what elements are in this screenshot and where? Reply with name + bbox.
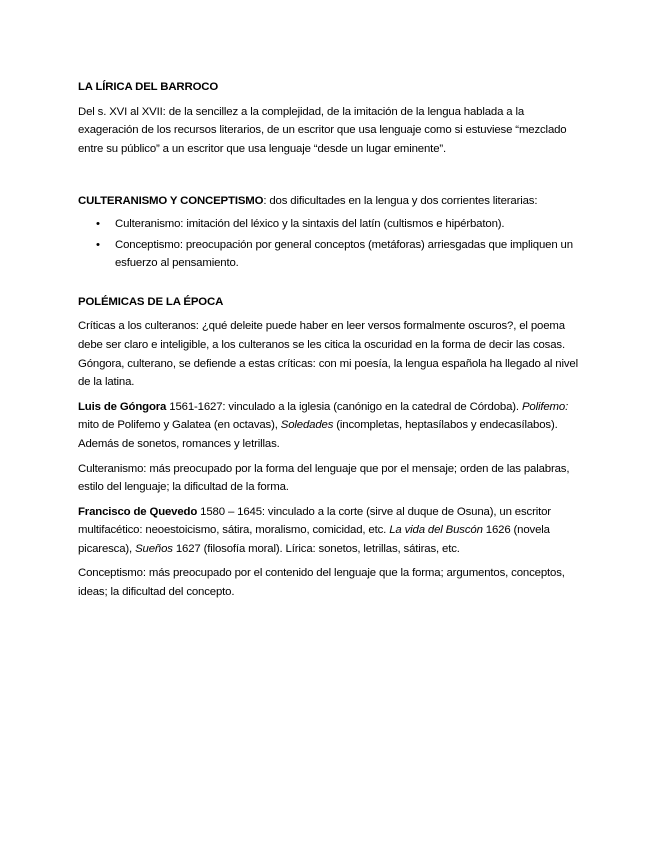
gongora-text-1: 1561-1627: vinculado a la iglesia (canónigo en la catedral de Córdoba). bbox=[166, 400, 522, 413]
bullet-icon: • bbox=[96, 217, 100, 230]
paragraph-culteranismo-conceptismo bbox=[78, 192, 578, 211]
list-item-text: Conceptismo: preocupación por general conceptos (metáforas) arriesgadas que impliquen un esfuerzo al pensamiento. bbox=[115, 238, 573, 270]
work-title-suenos: Sueños bbox=[135, 542, 173, 555]
paragraph-quevedo bbox=[78, 503, 578, 559]
section-title-polemicas: POLÉMICAS DE LA ÉPOCA bbox=[78, 295, 224, 308]
quevedo-text-1: 1580 – 1645: vinculado a la corte (sirve al duque de Osuna), un escritor multifacético: neoestoicismo, sátira, moralismo, comicidad, etc. bbox=[78, 505, 551, 537]
list-item-text: Culteranismo: imitación del léxico y la sintaxis del latín (cultismos e hipérbaton). bbox=[115, 217, 505, 230]
work-title-soledades: Soledades bbox=[280, 419, 334, 432]
list-item bbox=[78, 215, 578, 234]
author-name-gongora: Luis de Góngora bbox=[78, 400, 167, 413]
paragraph-gongora bbox=[78, 398, 578, 454]
section-title-culteranismo-conceptismo: CULTERANISMO Y CONCEPTISMO bbox=[78, 195, 264, 208]
bullet-list bbox=[78, 215, 578, 273]
quevedo-text-2: 1626 (novela picaresca), bbox=[78, 524, 550, 555]
gongora-text-2: mito de Polifemo y Galatea (en octavas), bbox=[78, 419, 281, 432]
bullet-icon: • bbox=[96, 238, 100, 251]
paragraph-intro: Del s. XVI al XVII: de la sencillez a la complejidad, de la imitación de la lengua hablada a la exageración de los recursos literarios, de un escritor que usa lenguaje como si estuviese “mezclado entre su público” a un escritor que usa lenguaje “desde un lugar eminente”. bbox=[78, 105, 567, 155]
paragraph-conceptismo-def: Conceptismo: más preocupado por el contenido del lenguaje que la forma; argumentos, conceptos, ideas; la dificultad del concepto. bbox=[78, 567, 565, 599]
document-page bbox=[78, 78, 578, 602]
work-title-polifemo: Polifemo: bbox=[521, 400, 569, 413]
paragraph-criticas: Críticas a los culteranos: ¿qué deleite puede haber en leer versos formalmente oscuros?, el poema debe ser claro e inteligible, a los culteranos se les citica la oscuridad en la forma de decir las cosas. Góngora, culterano, se defiende a estas críticas: con mi poesía, la lengua española ha llegado al nivel de la latina. bbox=[78, 320, 578, 389]
paragraph-culteranismo-def: Culteranismo: más preocupado por la forma del lenguaje que por el mensaje; orden de las palabras, estilo del lenguaje; la dificultad de la forma. bbox=[78, 462, 570, 494]
work-title-buscon: La vida del Buscón bbox=[389, 524, 483, 537]
gongora-text-3: (incompletas, heptasílabos y endecasílabos). Además de sonetos, romances y letrillas. bbox=[78, 419, 558, 450]
section-title-lirica-barroco: LA LÍRICA DEL BARROCO bbox=[78, 81, 219, 93]
list-item bbox=[78, 236, 578, 273]
quevedo-text-3: 1627 (filosofía moral). Lírica: sonetos, letrillas, sátiras, etc. bbox=[172, 542, 460, 555]
section-intro-text: : dos dificultades en la lengua y dos corrientes literarias: bbox=[263, 195, 538, 208]
author-name-quevedo: Francisco de Quevedo bbox=[78, 505, 198, 518]
